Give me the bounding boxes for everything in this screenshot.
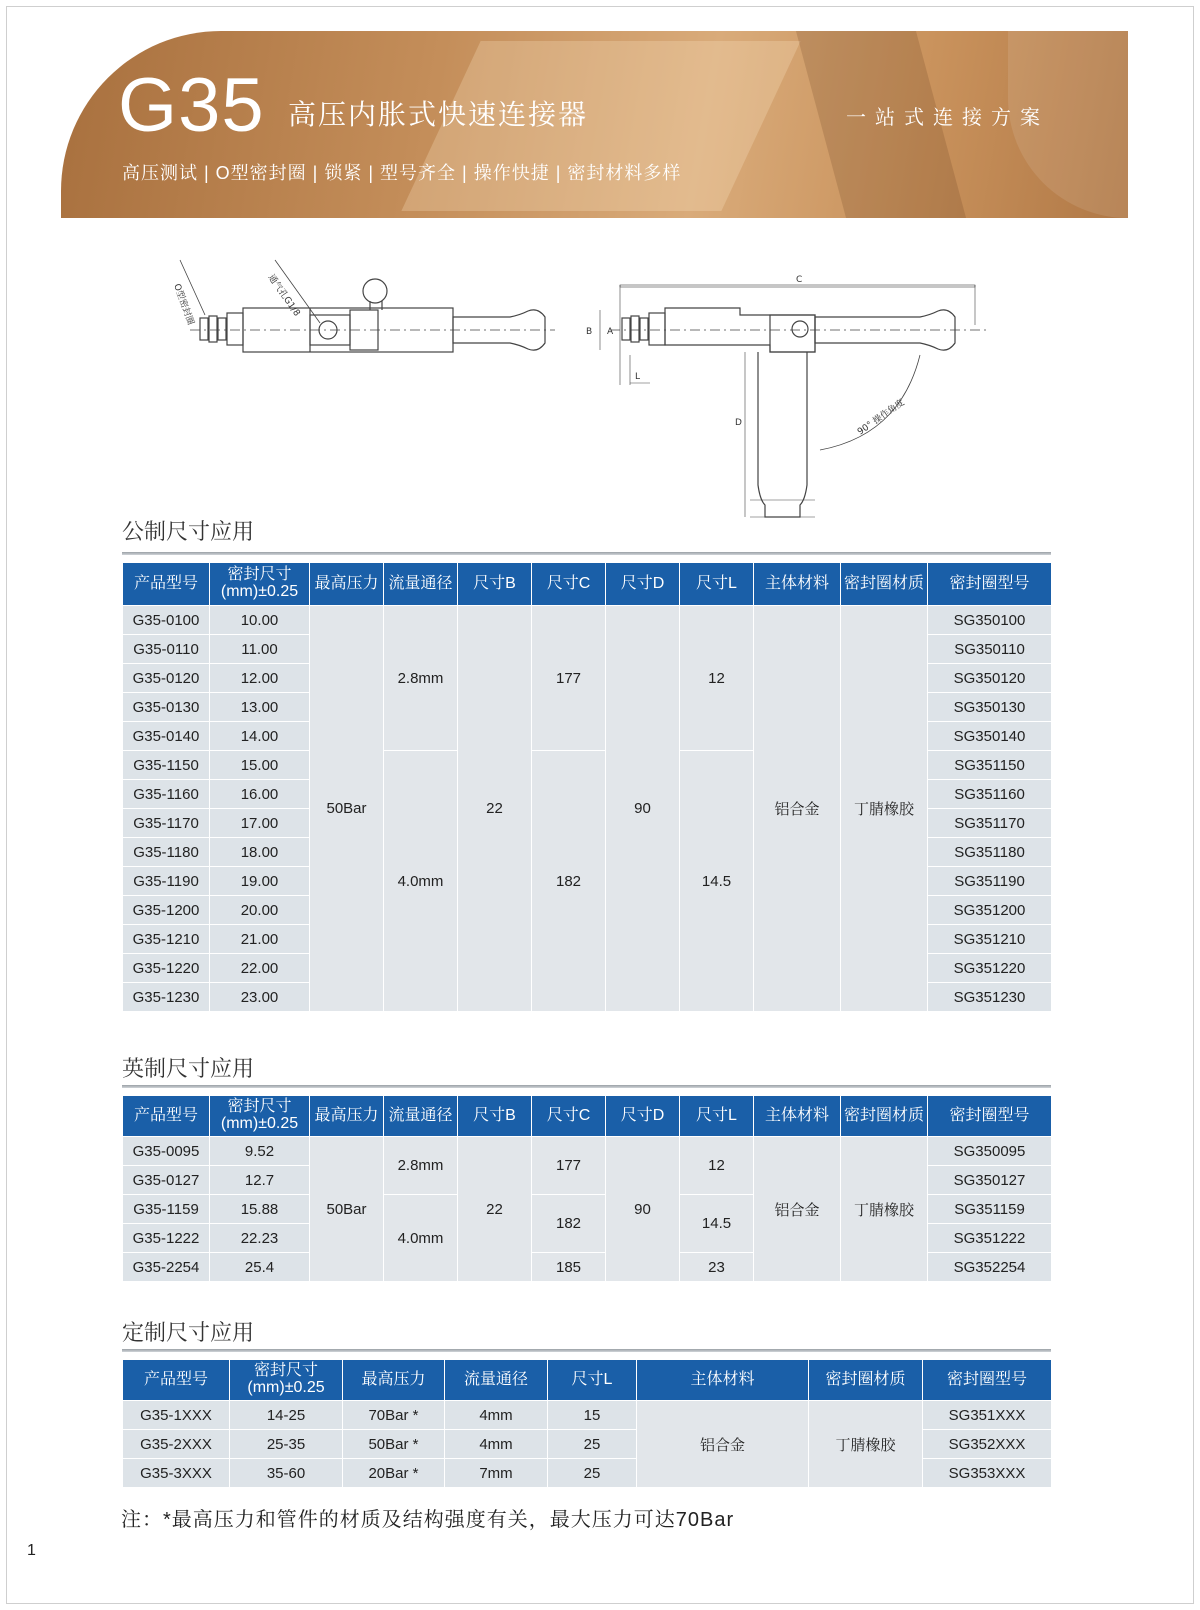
model-cell: G35-1190 (123, 867, 210, 896)
seal-model-cell: SG351220 (928, 954, 1052, 983)
col-seal-model: 密封圈型号 (928, 1096, 1052, 1137)
col-pressure: 最高压力 (310, 1096, 384, 1137)
table-row (123, 1137, 1052, 1166)
dim-l-label: L (635, 372, 641, 382)
seal-model-cell: SG350140 (928, 722, 1052, 751)
col-body: 主体材料 (754, 1096, 841, 1137)
d-cell: 90 (606, 606, 680, 1012)
b-cell: 22 (458, 606, 532, 1012)
model-cell: G35-1170 (123, 809, 210, 838)
custom-rule (122, 1349, 1051, 1352)
imperial-rule (122, 1085, 1051, 1088)
metric-rule (122, 552, 1051, 555)
seal-size-cell: 20.00 (210, 896, 310, 925)
body-cell: 铝合金 (754, 606, 841, 1012)
seal-size-cell: 21.00 (210, 925, 310, 954)
seal-size-cell: 15.88 (210, 1195, 310, 1224)
model-cell: G35-1220 (123, 954, 210, 983)
seal-size-cell: 35-60 (230, 1459, 343, 1488)
pressure-cell: 50Bar * (343, 1430, 445, 1459)
col-seal-size: 密封尺寸 (mm)±0.25 (210, 1096, 310, 1137)
seal-size-cell: 14-25 (230, 1401, 343, 1430)
seal-size-cell: 16.00 (210, 780, 310, 809)
model-cell: G35-1159 (123, 1195, 210, 1224)
angle-arc (820, 355, 920, 450)
seal-model-cell: SG352XXX (923, 1430, 1052, 1459)
seal-size-cell: 13.00 (210, 693, 310, 722)
col-seal-size: 密封尺寸 (mm)±0.25 (230, 1360, 343, 1401)
dim-a-label: A (607, 327, 614, 337)
imperial-heading: 英制尺寸应用 (122, 1056, 255, 1081)
col-body: 主体材料 (754, 563, 841, 606)
seal-model-cell: SG350127 (928, 1166, 1052, 1195)
flow-cell: 7mm (445, 1459, 548, 1488)
flow-cell: 4.0mm (384, 1195, 458, 1282)
model-cell: G35-1XXX (123, 1401, 230, 1430)
port-callout: 通气孔G1/8 (265, 272, 302, 319)
d-cell: 90 (606, 1137, 680, 1282)
col-l: 尺寸L (548, 1360, 637, 1401)
seal-model-cell: SG351150 (928, 751, 1052, 780)
pressure-cell: 50Bar (310, 606, 384, 1012)
seal-ring-2 (209, 316, 217, 342)
seal-size-cell: 15.00 (210, 751, 310, 780)
col-body: 主体材料 (637, 1360, 809, 1401)
seal-model-cell: SG350110 (928, 635, 1052, 664)
model-cell: G35-1160 (123, 780, 210, 809)
col-flow: 流量通径 (445, 1360, 548, 1401)
seal-size-cell: 12.00 (210, 664, 310, 693)
technical-drawing (160, 255, 1030, 535)
dim-d-label: D (735, 418, 742, 428)
model-cell: G35-1222 (123, 1224, 210, 1253)
angle-label: 90° 操作角度 (855, 397, 907, 438)
flow-cell: 4mm (445, 1430, 548, 1459)
l-cell: 25 (548, 1459, 637, 1488)
handle-down (758, 352, 807, 517)
model-cell: G35-0095 (123, 1137, 210, 1166)
seal-model-cell: SG351230 (928, 983, 1052, 1012)
table-row (123, 606, 1052, 635)
metric-heading: 公制尺寸应用 (122, 519, 255, 544)
col-flow: 流量通径 (384, 1096, 458, 1137)
flow-cell: 4mm (445, 1401, 548, 1430)
seal-model-cell: SG351170 (928, 809, 1052, 838)
col-seal-size: 密封尺寸 (mm)±0.25 (210, 563, 310, 606)
col-model: 产品型号 (123, 1360, 230, 1401)
l-cell: 12 (680, 606, 754, 751)
seal-size-cell: 12.7 (210, 1166, 310, 1195)
col-l: 尺寸L (680, 1096, 754, 1137)
seal-size-cell: 25-35 (230, 1430, 343, 1459)
seal-model-cell: SG351210 (928, 925, 1052, 954)
c-cell: 182 (532, 751, 606, 1012)
dim-c-label: C (796, 275, 803, 285)
seal-model-cell: SG351180 (928, 838, 1052, 867)
seal-ring-1 (200, 318, 208, 340)
model-cell: G35-0110 (123, 635, 210, 664)
seal-model-cell: SG351190 (928, 867, 1052, 896)
seal-size-cell: 9.52 (210, 1137, 310, 1166)
b-cell: 22 (458, 1137, 532, 1282)
custom-heading: 定制尺寸应用 (122, 1320, 255, 1345)
col-seal-material: 密封圈材质 (841, 1096, 928, 1137)
c-cell: 177 (532, 1137, 606, 1195)
model-cell: G35-2XXX (123, 1430, 230, 1459)
seal-size-cell: 19.00 (210, 867, 310, 896)
model-cell: G35-1200 (123, 896, 210, 925)
col-model: 产品型号 (123, 1096, 210, 1137)
custom-header-row (123, 1360, 1052, 1401)
col-b: 尺寸B (458, 1096, 532, 1137)
seal-size-cell: 23.00 (210, 983, 310, 1012)
product-title: 高压内胀式快速连接器 (288, 99, 589, 130)
c-cell: 185 (532, 1253, 606, 1282)
model-cell: G35-1210 (123, 925, 210, 954)
seal-callout: O型密封圈 (171, 282, 196, 327)
c-cell: 177 (532, 606, 606, 751)
pressure-cell: 70Bar * (343, 1401, 445, 1430)
nut (227, 313, 243, 345)
model-cell: G35-3XXX (123, 1459, 230, 1488)
seal-size-cell: 22.23 (210, 1224, 310, 1253)
model-cell: G35-2254 (123, 1253, 210, 1282)
col-seal-material: 密封圈材质 (841, 563, 928, 606)
l-cell: 23 (680, 1253, 754, 1282)
seal-material-cell: 丁腈橡胶 (841, 606, 928, 1012)
model-cell: G35-1230 (123, 983, 210, 1012)
seal-model-cell: SG353XXX (923, 1459, 1052, 1488)
body-cell: 铝合金 (637, 1401, 809, 1488)
seal-model-cell: SG350095 (928, 1137, 1052, 1166)
model-cell: G35-0120 (123, 664, 210, 693)
body-cell: 铝合金 (754, 1137, 841, 1282)
seal-size-cell: 22.00 (210, 954, 310, 983)
seal-model-cell: SG350100 (928, 606, 1052, 635)
metric-header-row (123, 563, 1052, 606)
flow-cell: 2.8mm (384, 606, 458, 751)
col-d: 尺寸D (606, 1096, 680, 1137)
col-d: 尺寸D (606, 563, 680, 606)
seal-size-cell: 10.00 (210, 606, 310, 635)
dim-b-label: B (586, 327, 593, 337)
seal-size-cell: 18.00 (210, 838, 310, 867)
imperial-table (122, 1095, 1052, 1282)
col-seal-model: 密封圈型号 (923, 1360, 1052, 1401)
seal-model-cell: SG351160 (928, 780, 1052, 809)
header-banner (61, 31, 1128, 218)
slogan: 一站式连接方案 (846, 107, 1049, 129)
seal-size-cell: 14.00 (210, 722, 310, 751)
seal-model-cell: SG351222 (928, 1224, 1052, 1253)
flow-cell: 2.8mm (384, 1137, 458, 1195)
flow-cell: 4.0mm (384, 751, 458, 1012)
model-cell: G35-1150 (123, 751, 210, 780)
col-c: 尺寸C (532, 563, 606, 606)
seal-model-cell: SG352254 (928, 1253, 1052, 1282)
col-b: 尺寸B (458, 563, 532, 606)
seal-size-cell: 11.00 (210, 635, 310, 664)
seal-material-cell: 丁腈橡胶 (809, 1401, 923, 1488)
custom-table (122, 1359, 1052, 1488)
model-cell: G35-0140 (123, 722, 210, 751)
seal-model-cell: SG351XXX (923, 1401, 1052, 1430)
col-seal-material: 密封圈材质 (809, 1360, 923, 1401)
l-cell: 25 (548, 1430, 637, 1459)
seal-model-cell: SG350130 (928, 693, 1052, 722)
l-cell: 14.5 (680, 1195, 754, 1253)
l-cell: 12 (680, 1137, 754, 1195)
col-flow: 流量通径 (384, 563, 458, 606)
c-cell: 182 (532, 1195, 606, 1253)
seal-size-cell: 25.4 (210, 1253, 310, 1282)
pressure-cell: 20Bar * (343, 1459, 445, 1488)
metric-table (122, 562, 1052, 1012)
table-row (123, 1401, 1052, 1430)
col-l: 尺寸L (680, 563, 754, 606)
seal-size-cell: 17.00 (210, 809, 310, 838)
seal-material-cell: 丁腈橡胶 (841, 1137, 928, 1282)
model-cell: G35-1180 (123, 838, 210, 867)
footnote: 注：*最高压力和管件的材质及结构强度有关，最大压力可达70Bar (121, 1509, 735, 1531)
l-cell: 15 (548, 1401, 637, 1430)
imperial-header-row (123, 1096, 1052, 1137)
page-number: 1 (27, 1542, 36, 1559)
seal-model-cell: SG350120 (928, 664, 1052, 693)
feature-list: 高压测试 | O型密封圈 | 锁紧 | 型号齐全 | 操作快捷 | 密封材料多样 (122, 163, 682, 183)
col-model: 产品型号 (123, 563, 210, 606)
col-pressure: 最高压力 (310, 563, 384, 606)
seal-model-cell: SG351159 (928, 1195, 1052, 1224)
pull-ring (363, 279, 387, 303)
seal-model-cell: SG351200 (928, 896, 1052, 925)
model-cell: G35-0130 (123, 693, 210, 722)
pressure-cell: 50Bar (310, 1137, 384, 1282)
col-c: 尺寸C (532, 1096, 606, 1137)
col-pressure: 最高压力 (343, 1360, 445, 1401)
model-title: G35 (118, 63, 265, 148)
model-cell: G35-0127 (123, 1166, 210, 1195)
seal-ring-3 (218, 318, 226, 340)
col-seal-model: 密封圈型号 (928, 563, 1052, 606)
model-cell: G35-0100 (123, 606, 210, 635)
l-cell: 14.5 (680, 751, 754, 1012)
